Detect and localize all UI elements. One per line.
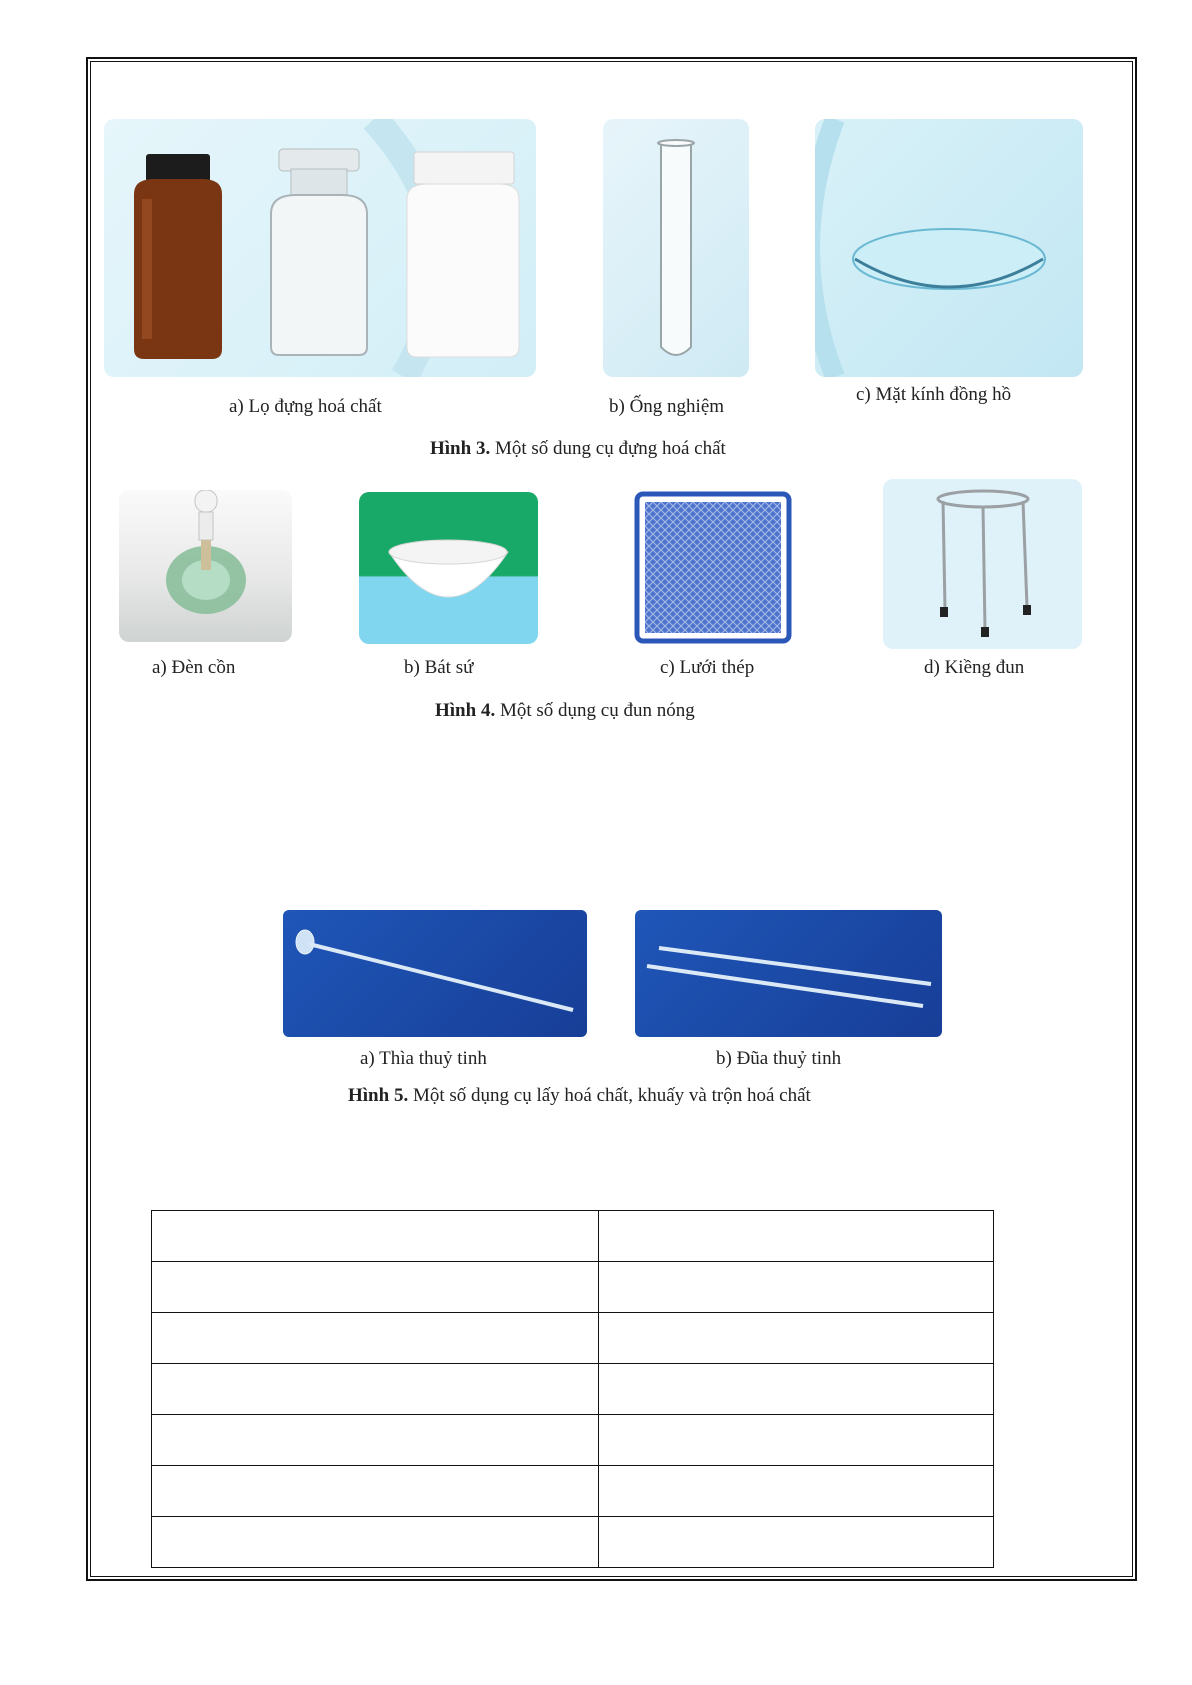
- table-row: [152, 1466, 994, 1517]
- tripod-stand-image: [883, 479, 1082, 649]
- table-cell[interactable]: [599, 1211, 994, 1262]
- chemical-bottles-image: [104, 119, 536, 377]
- figure5-item-a-caption: a) Thìa thuỷ tinh: [360, 1048, 487, 1069]
- figure4-item-b-caption: b) Bát sứ: [404, 657, 474, 678]
- table-cell[interactable]: [152, 1313, 599, 1364]
- table-cell[interactable]: [152, 1262, 599, 1313]
- table-cell[interactable]: [599, 1466, 994, 1517]
- figure3-item-b-caption: b) Ống nghiệm: [609, 396, 725, 417]
- table-cell[interactable]: [152, 1466, 599, 1517]
- figure3-item-a-caption: a) Lọ đựng hoá chất: [229, 396, 382, 417]
- table-cell[interactable]: [599, 1517, 994, 1568]
- table-row: [152, 1364, 994, 1415]
- figure5-item-b-caption: b) Đũa thuỷ tinh: [716, 1048, 842, 1069]
- porcelain-bowl-image: [359, 492, 538, 644]
- table-row: [152, 1262, 994, 1313]
- table-cell[interactable]: [599, 1364, 994, 1415]
- watch-glass-image: [815, 119, 1083, 377]
- table-cell[interactable]: [152, 1415, 599, 1466]
- figure4-caption: [435, 700, 695, 722]
- wire-gauze-image: [633, 490, 793, 645]
- figure4-item-d-caption: d) Kiềng đun: [924, 657, 1025, 678]
- table-cell[interactable]: [599, 1262, 994, 1313]
- test-tube-image: [603, 119, 749, 377]
- figure3-caption: [430, 438, 726, 460]
- table-cell[interactable]: [152, 1211, 599, 1262]
- glass-spoon-image: [283, 910, 587, 1037]
- table-row: [152, 1313, 994, 1364]
- figure3-item-c-caption: c) Mặt kính đồng hồ: [856, 384, 1012, 405]
- figure4-title: Một số dụng cụ đun nóng: [499, 700, 695, 721]
- table-cell[interactable]: [152, 1517, 599, 1568]
- figure3-title: Một số dung cụ đựng hoá chất: [494, 438, 726, 459]
- figure3-label: Hình 3.: [430, 438, 491, 459]
- figure4-item-a-caption: a) Đèn cồn: [152, 657, 236, 678]
- table-row: [152, 1211, 994, 1262]
- table-cell[interactable]: [599, 1415, 994, 1466]
- table-cell[interactable]: [152, 1364, 599, 1415]
- table-cell[interactable]: [599, 1313, 994, 1364]
- empty-table: [151, 1210, 994, 1568]
- figure5-caption: [348, 1085, 811, 1107]
- glass-rod-image: [635, 910, 942, 1037]
- figure5-title: Một số dụng cụ lấy hoá chất, khuấy và trộn hoá chất: [412, 1085, 811, 1106]
- figure5-label: Hình 5.: [348, 1085, 409, 1106]
- figure4-label: Hình 4.: [435, 700, 496, 721]
- figure4-item-c-caption: c) Lưới thép: [660, 657, 755, 678]
- alcohol-lamp-image: [119, 490, 292, 642]
- table-row: [152, 1415, 994, 1466]
- table-row: [152, 1517, 994, 1568]
